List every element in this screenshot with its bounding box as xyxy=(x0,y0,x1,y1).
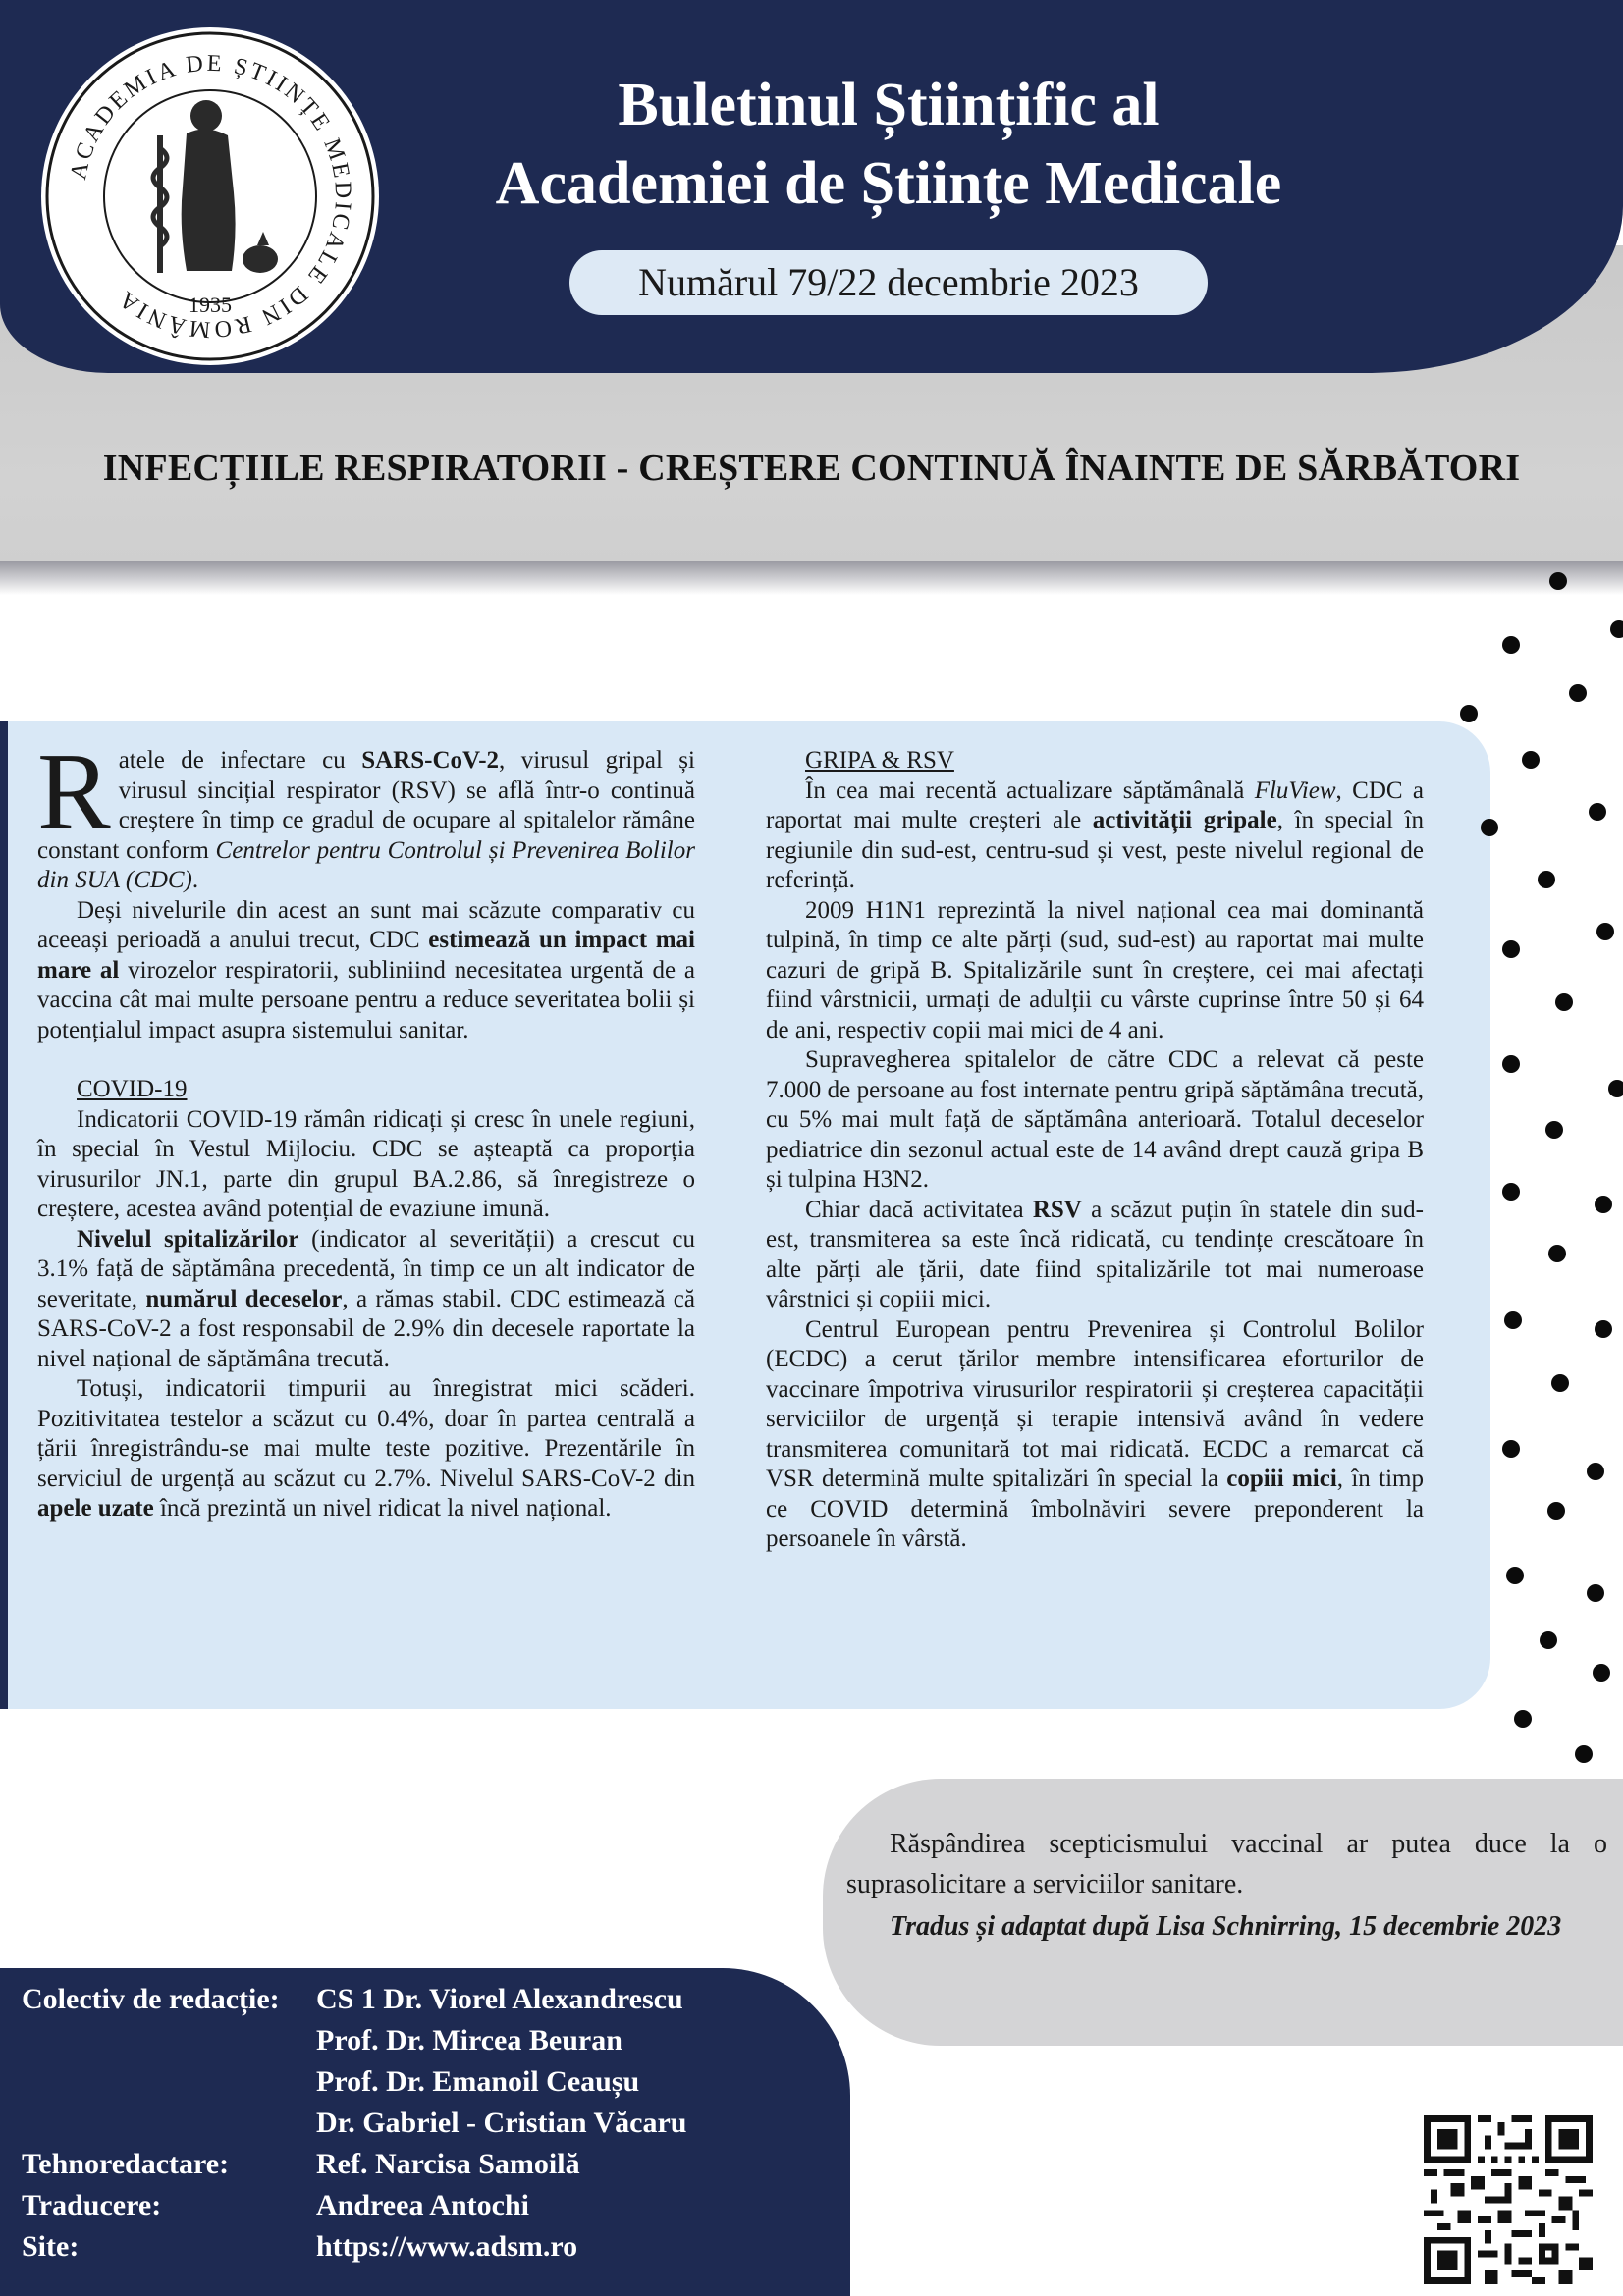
paragraph: Indicatorii COVID-19 rămân ridicați și cresc în unele regiuni, în special în Vestul Mijlociu. CDC se așteaptă ca proporția virusurilor JN.1, parte din grupul BA.2.86, să înregistreze o creștere, acestea având potențial de evaziune imună. xyxy=(37,1105,695,1222)
paragraph: Totuși, indicatorii timpurii au înregistrat mici scăderi. Pozitivitatea testelor a scăzut cu 0.4%, doar în partea centrală a țării înregistrându-se mai multe teste pozitive. Prezentările în serviciul de urgență au scăzut cu 2.7%. Nivelul SARS-CoV-2 din apele uzate încă prezintă un nivel ridicat la nivel național. xyxy=(37,1375,695,1522)
seal-ring-text: ACADEMIA DE ȘTIINȚE MEDICALE DIN ROMÂNIA xyxy=(66,50,356,343)
traducere-name: Andreea Antochi xyxy=(316,2189,529,2221)
header-shadow xyxy=(0,561,1623,595)
editorial-member: Prof. Dr. Emanoil Ceaușu xyxy=(316,2065,640,2098)
traducere-label: Traducere: xyxy=(22,2189,162,2221)
editorial-member: Dr. Gabriel - Cristian Văcaru xyxy=(316,2107,687,2139)
paragraph: Centrul European pentru Prevenirea și Controlul Bolilor (ECDC) a cerut țărilor membre intensificarea eforturilor de vaccinare împotriva virusurilor respiratorii și creșterea capacității serviciilor de urgență și terapie intensivă având în vedere transmiterea comunitară tot mai ridicată. ECDC a remarcat că VSR determină multe spitalizări în special la copiii mici, în timp ce COVID determină îmbolnăviri severe preponderent la persoanele în vârstă. xyxy=(766,1315,1424,1552)
editorial-member: CS 1 Dr. Viorel Alexandrescu xyxy=(316,1983,683,2015)
site-label: Site: xyxy=(22,2230,80,2263)
article-headline: INFECȚIILE RESPIRATORII - CREȘTERE CONTINUĂ ÎNAINTE DE SĂRBĂTORI xyxy=(102,448,1521,489)
section-heading-covid: COVID-19 xyxy=(77,1076,188,1102)
paragraph: Chiar dacă activitatea RSV a scăzut puțin în statele din sud-est, transmiterea sa este încă ridicată, cu tendințe crescătoare în alte părți ale țării, date fiind spitalizările tot mai numeroase vârstnici și copiii mici. xyxy=(766,1196,1424,1312)
article-column-right xyxy=(766,746,1424,1555)
paragraph: Nivelul spitalizărilor (indicator al severității) a crescut cu 3.1% față de săptămâna precedentă, în timp ce un alt indicator de severitate, numărul deceselor, a rămas stabil. CDC estimează că SARS-CoV-2 a fost responsabil de 2.9% din decesele raportate la nivel național de săptămâna trecută. xyxy=(37,1225,695,1372)
issue-number-badge: Numărul 79/22 decembrie 2023 xyxy=(569,250,1208,315)
bulletin-title-line-2: Academiei de Științe Medicale xyxy=(495,150,1282,217)
intro-paragraph: Ratele de infectare cu SARS-CoV-2, virusul gripal și virusul sincițial respirator (RSV) se află într-o continuă creștere în timp ce gradul de ocupare al spitalelor rămâne constant conform Centrelor pentru Controlul și Prevenirea Bolilor din SUA (CDC). xyxy=(37,731,695,893)
editorial-member: Prof. Dr. Mircea Beuran xyxy=(316,2024,622,2056)
tehnoredactare-label: Tehnoredactare: xyxy=(22,2148,230,2180)
paragraph: 2009 H1N1 reprezintă la nivel național cea mai dominantă tulpină, în timp ce alte părți (sud, sud-est) au raportat mai multe cazuri de gripă B. Spitalizările sunt în creștere, cei mai afectați fiind vârstnicii, urmați de adulții cu vârste cuprinse între 50 și 64 de ani, respectiv copii mai mici de 4 ani. xyxy=(766,896,1424,1043)
article-column-left xyxy=(37,731,695,1524)
bulletin-title-line-1: Buletinul Științific al xyxy=(618,72,1160,138)
quote-text: Răspândirea scepticismului vaccinal ar putea duce la o suprasolicitare a serviciilor sanitare. xyxy=(846,1829,1607,1899)
section-heading-gripa: GRIPA & RSV xyxy=(805,747,954,774)
paragraph: Deși nivelurile din acest an sunt mai scăzute comparativ cu aceeași perioadă a anului trecut, CDC estimează un impact mai mare al virozelor respiratorii, subliniind necesitatea urgentă de a vaccina cât mai multe persoane pentru a reduce severitatea bolii și potențialul impact asupra sistemului sanitar. xyxy=(37,896,695,1043)
drop-cap: R xyxy=(37,731,111,853)
paragraph: În cea mai recentă actualizare săptămânală FluView, CDC a raportat mai multe creșteri ale activității gripale, în special în regiunile din sud-est, centru-sud și vest, peste nivelul regional de referință. xyxy=(766,776,1425,893)
seal-year: 1935 xyxy=(189,293,232,317)
tehnoredactare-name: Ref. Narcisa Samoilă xyxy=(316,2148,580,2180)
editorial-team-label: Colectiv de redacție: xyxy=(22,1983,280,2015)
paragraph: Supravegherea spitalelor de către CDC a relevat că peste 7.000 de persoane au fost internate pentru gripă săptămâna trecută, cu 5% mai mult față de săptămâna anterioară. Totalul deceselor pediatrice din sezonul actual este de 14 având drept cauză gripa B și tulpina H3N2. xyxy=(766,1046,1424,1193)
qr-code-icon[interactable] xyxy=(1424,2115,1593,2284)
translation-credit: Tradus și adaptat după Lisa Schnirring, 15 decembrie 2023 xyxy=(890,1911,1562,1942)
site-link[interactable]: https://www.adsm.ro xyxy=(316,2230,578,2263)
